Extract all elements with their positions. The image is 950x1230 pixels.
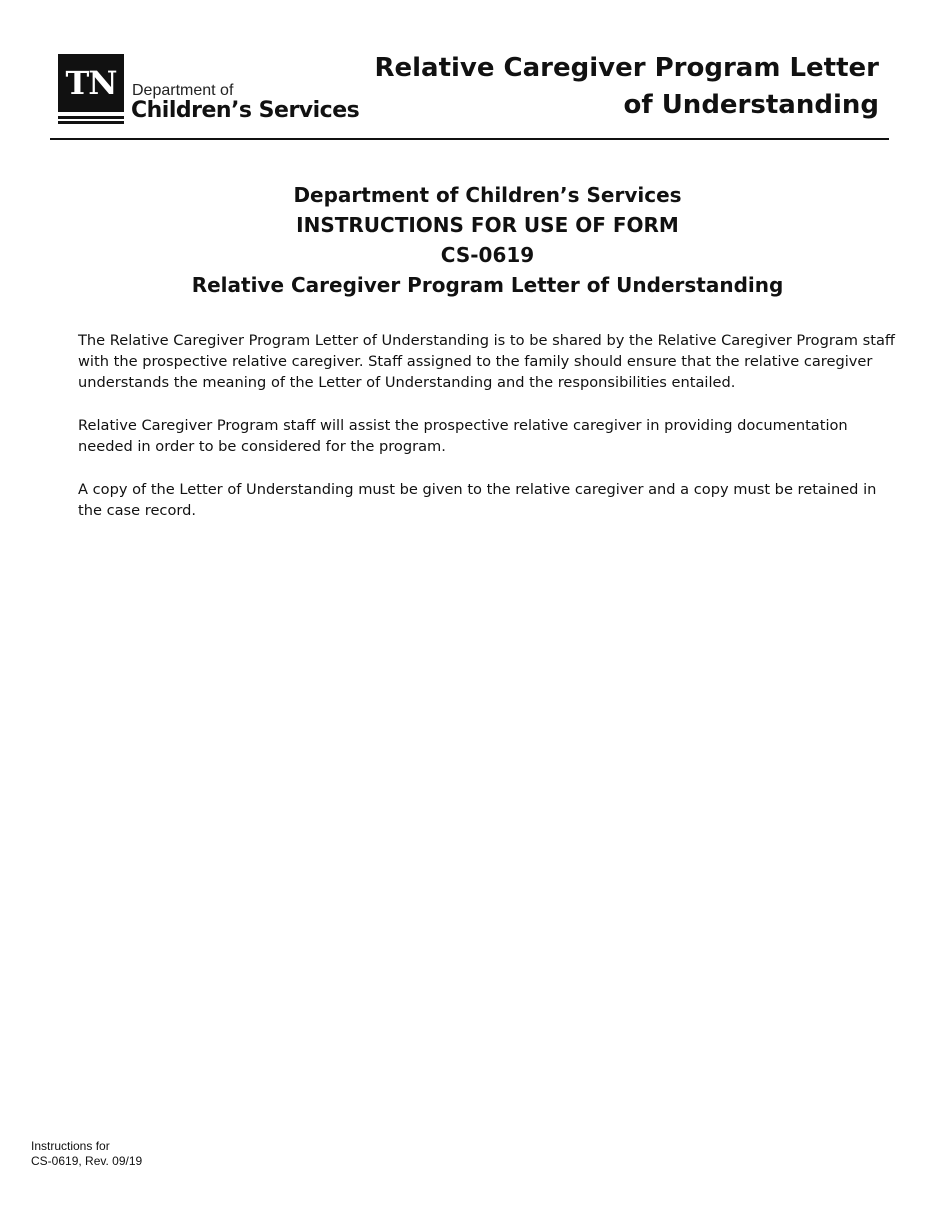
page-footer bbox=[31, 1139, 142, 1169]
footer-revision: CS-0619, Rev. 09/19 bbox=[31, 1154, 143, 1168]
heading-form-number: CS-0619 bbox=[440, 243, 535, 267]
instructions-heading bbox=[60, 180, 915, 300]
tn-dcs-logo bbox=[58, 54, 378, 126]
tn-logo-mark: TN bbox=[58, 54, 124, 112]
logo-underline-bar bbox=[58, 116, 124, 119]
paragraph: Relative Caregiver Program staff will assist the prospective relative caregiver in providing documentation needed in order to be considered for the program. bbox=[78, 417, 848, 455]
form-title bbox=[359, 50, 879, 124]
paragraph: The Relative Caregiver Program Letter of Understanding is to be shared by the Relative Caregiver Program staff with the prospective relative caregiver. Staff assigned to the family should ensure that the relative caregiver understands the meaning of the Letter of Understanding and the responsibilities entailed. bbox=[78, 332, 895, 391]
page-header bbox=[50, 40, 889, 140]
logo-department-text: Department of bbox=[132, 82, 234, 99]
instructions-body bbox=[78, 330, 896, 543]
heading-form-name: Relative Caregiver Program Letter of Understanding bbox=[191, 273, 784, 297]
heading-department: Department of Children’s Services bbox=[293, 183, 682, 207]
heading-instructions: INSTRUCTIONS FOR USE OF FORM bbox=[296, 213, 679, 237]
paragraph: A copy of the Letter of Understanding must be given to the relative caregiver and a copy must be retained in the case record. bbox=[78, 481, 877, 519]
form-title-line2: of Understanding bbox=[623, 90, 879, 120]
form-title-line1: Relative Caregiver Program Letter bbox=[374, 53, 879, 83]
footer-line1: Instructions for bbox=[31, 1139, 110, 1153]
logo-agency-name: Children’s Services bbox=[131, 98, 360, 123]
logo-underline-bar bbox=[58, 121, 124, 124]
